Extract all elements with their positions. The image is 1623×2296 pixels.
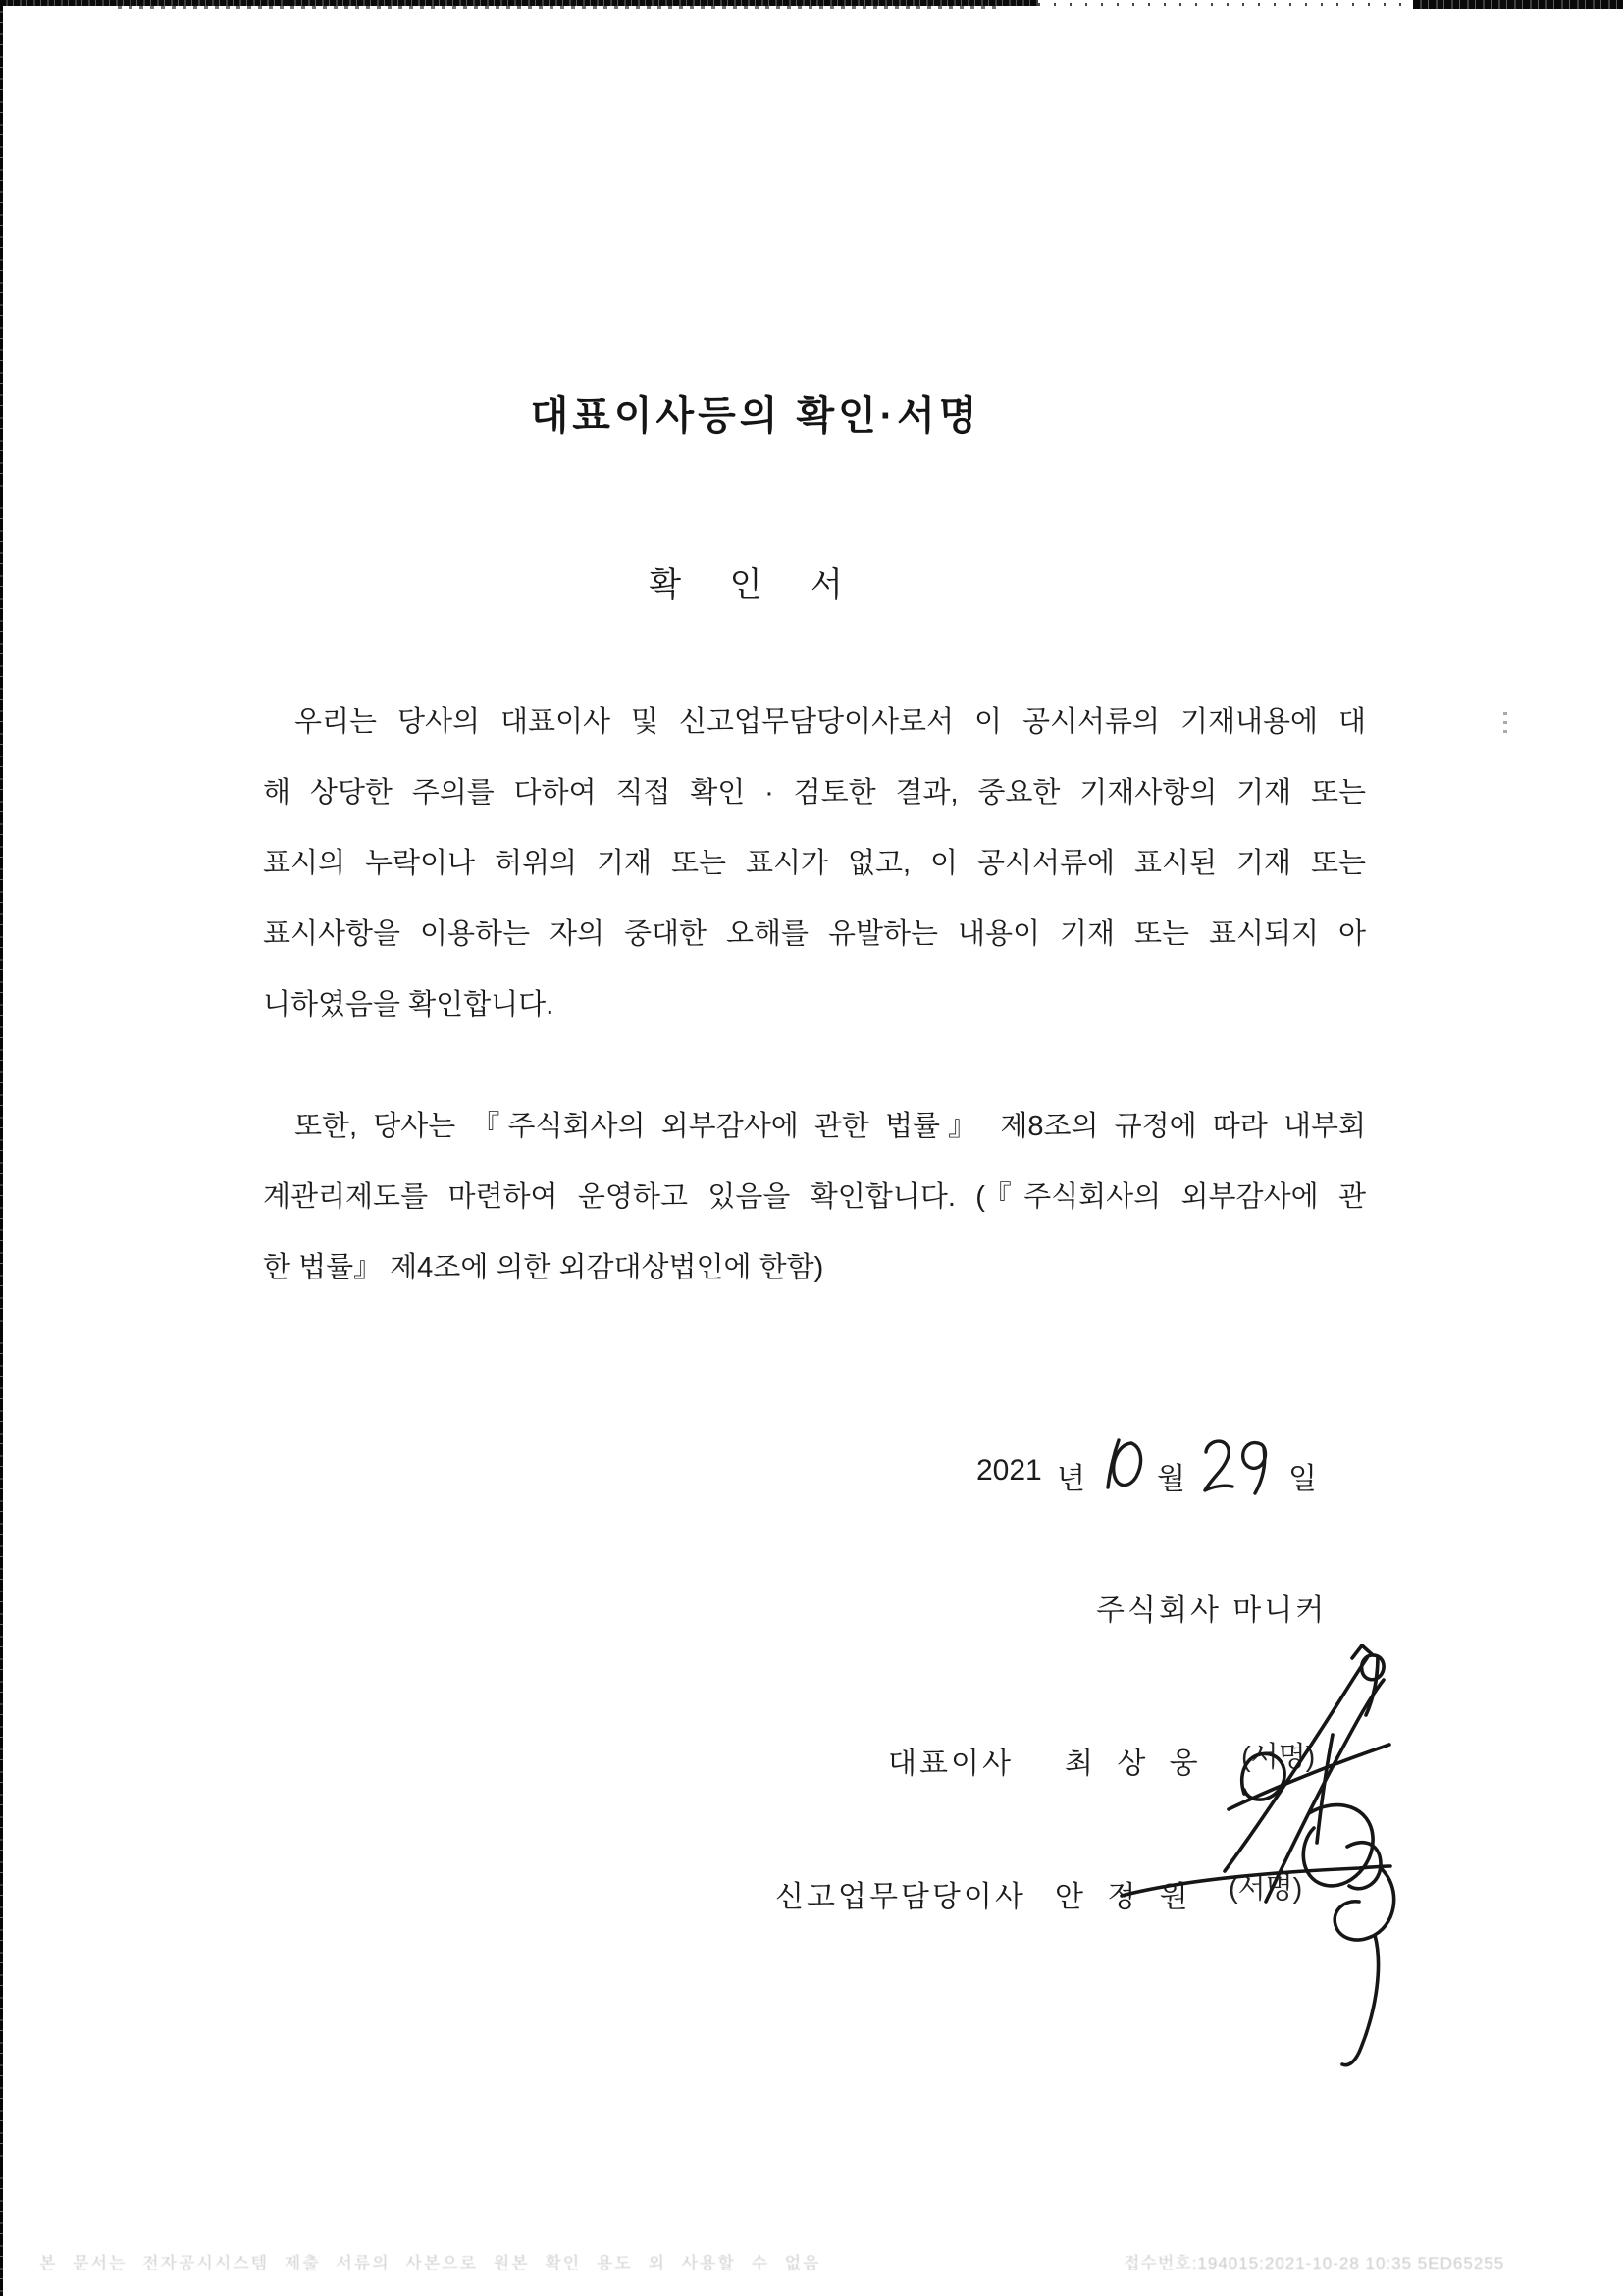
date-line xyxy=(976,1435,1388,1503)
confirmation-paragraph xyxy=(263,687,1366,1040)
officer-signature xyxy=(1114,1827,1413,2072)
date-month-unit: 월 xyxy=(1157,1463,1185,1495)
handwritten-day xyxy=(1198,1435,1277,1497)
paragraph-line: 한 법률』 제4조에 의한 외감대상법인에 한함) xyxy=(263,1252,824,1283)
paragraph-line: 해 상당한 주의를 다하여 직접 확인 · 검토한 결과, 중요한 기재사항의 기재 또는 xyxy=(263,777,1366,809)
signer-role-officer: 신고업무담당이사 xyxy=(775,1881,1026,1913)
footer-receipt-stamp: 접수번호:194015:2021-10-28 10:35 5ED65255 xyxy=(1124,2254,1505,2272)
sign-here-label: (서명) xyxy=(1241,1742,1316,1773)
paragraph-line: 표시의 누락이나 허위의 기재 또는 표시가 없고, 이 공시서류에 표시된 기재 또는 xyxy=(263,848,1366,879)
document-title: 대표이사등의 확인·서명 xyxy=(530,394,981,438)
scan-noise-left-edge xyxy=(0,0,3,2296)
paragraph-line: 계관리제도를 마련하여 운영하고 있음을 확인합니다. (『주식회사의 외부감사에 관 xyxy=(263,1181,1366,1213)
scan-noise-top-band-fray xyxy=(118,6,1001,9)
scan-noise-top-right xyxy=(1413,0,1623,9)
signer-name-officer: 안 정 원 xyxy=(1055,1881,1196,1913)
document-subtitle: 확 인 서 xyxy=(649,566,863,603)
paragraph-line: 니하였음을 확인합니다. xyxy=(263,989,554,1020)
paragraph-line: 또한, 당사는 『주식회사의 외부감사에 관한 법률』 제8조의 규정에 따라 내부회 xyxy=(294,1111,1366,1142)
company-name: 주식회사 마니커 xyxy=(1096,1594,1328,1627)
paragraph-line: 우리는 당사의 대표이사 및 신고업무담당이사로서 이 공시서류의 기재내용에 대 xyxy=(294,706,1366,738)
sign-here-label: (서명) xyxy=(1229,1873,1303,1905)
date-year-unit: 년 xyxy=(1057,1463,1085,1495)
date-year: 2021 xyxy=(976,1454,1042,1487)
handwritten-month xyxy=(1096,1435,1147,1495)
footer-faint-text: 본 문서는 전자공시시스템 제출 서류의 사본으로 원본 확인 용도 외 사용할 수 없음 xyxy=(39,2254,821,2272)
paragraph-line: 표시사항을 이용하는 자의 중대한 오해를 유발하는 내용이 기재 또는 표시되지 아 xyxy=(263,918,1366,950)
scan-speck xyxy=(1503,712,1507,734)
internal-control-paragraph xyxy=(263,1091,1366,1303)
signer-role-ceo: 대표이사 xyxy=(888,1748,1014,1780)
scan-noise-top-dots xyxy=(1038,3,1413,6)
signer-name-ceo: 최 상 웅 xyxy=(1065,1748,1206,1780)
date-day-unit: 일 xyxy=(1288,1463,1317,1495)
